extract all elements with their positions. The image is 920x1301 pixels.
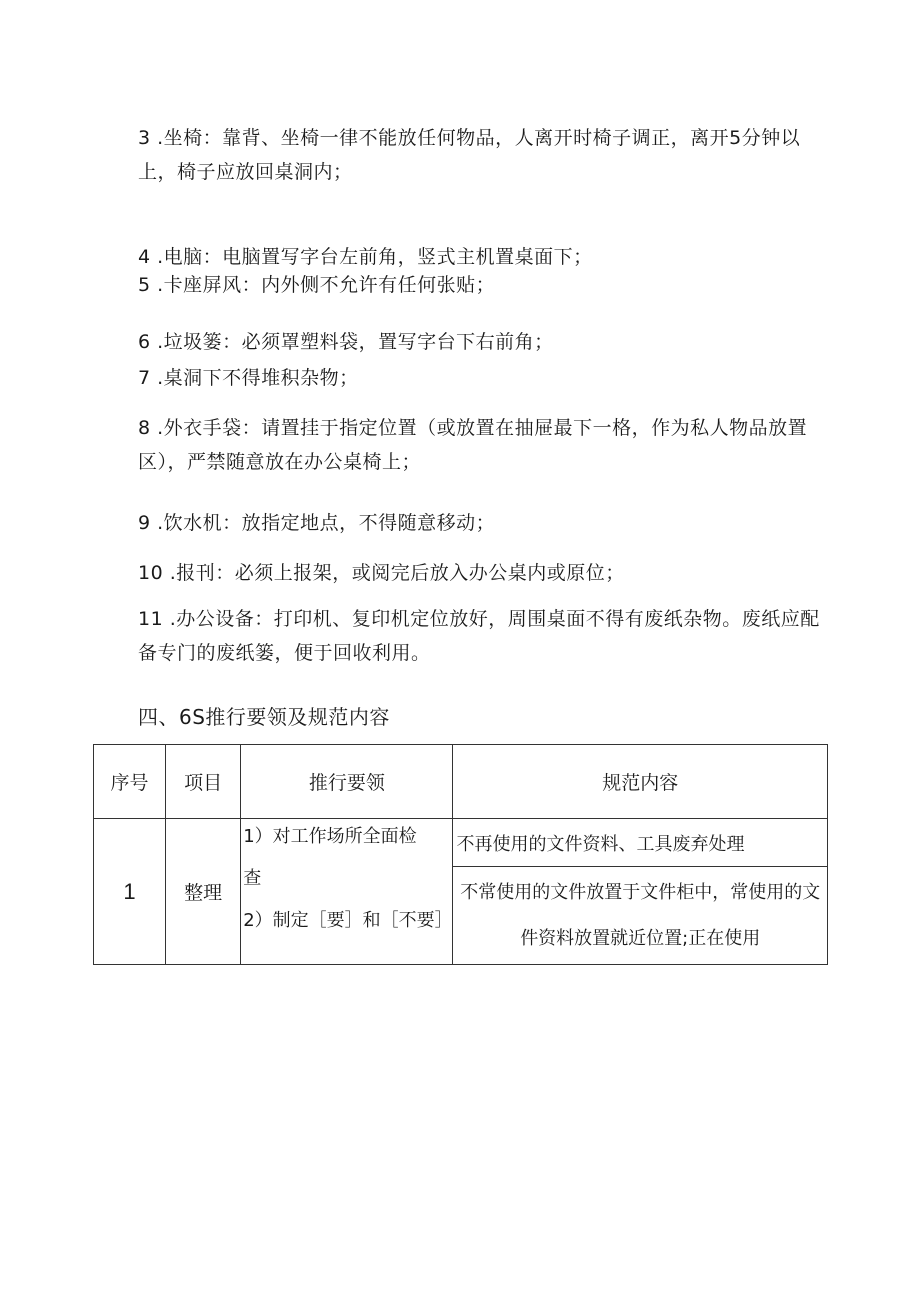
spec-table (93, 744, 828, 965)
table-row (94, 819, 828, 867)
paragraph-item-5: 5 .卡座屏风：内外侧不允许有任何张贴； (138, 274, 496, 296)
paragraph-item-3: 3 .坐椅：靠背、坐椅一律不能放任何物品，人离开时椅子调正，离开5分钟以上，椅子应放回桌洞内； (138, 127, 801, 183)
header-essentials: 推行要领 (241, 745, 453, 819)
essentials-line: 2）制定［要］和［不要］ (243, 910, 453, 931)
table-header-row (94, 745, 828, 819)
paragraph-item-4: 4 .电脑：电脑置写字台左前角，竖式主机置桌面下； (138, 246, 593, 268)
paragraph-item-9: 9 .饮水机：放指定地点，不得随意移动； (138, 512, 496, 534)
cell-norm: 不再使用的文件资料、工具废弃处理 (453, 819, 828, 867)
paragraph-item-6: 6 .垃圾篓：必须罩塑料袋，置写字台下右前角； (138, 331, 554, 353)
cell-item: 整理 (166, 819, 241, 965)
cell-no: 1 (94, 819, 166, 965)
paragraph-item-7: 7 .桌洞下不得堆积杂物； (138, 367, 359, 389)
essentials-line: 查 (243, 868, 262, 889)
header-norms: 规范内容 (453, 745, 828, 819)
header-no: 序号 (94, 745, 166, 819)
header-item: 项目 (166, 745, 241, 819)
section-heading: 四、6S推行要领及规范内容 (138, 705, 390, 729)
essentials-line: 1）对工作场所全面检 (243, 826, 417, 847)
cell-norm: 不常使用的文件放置于文件柜中，常使用的文件资料放置就近位置;正在使用 (453, 867, 828, 965)
paragraph-item-8: 8 .外衣手袋：请置挂于指定位置（或放置在抽屉最下一格，作为私人物品放置区），严禁随意放在办公桌椅上； (138, 417, 808, 473)
paragraph-item-10: 10 .报刊：必须上报架，或阅完后放入办公桌内或原位； (138, 562, 625, 584)
paragraph-item-11: 11 .办公设备：打印机、复印机定位放好，周围桌面不得有废纸杂物。废纸应配备专门的废纸篓，便于回收利用。 (138, 608, 820, 664)
cell-essentials (241, 819, 453, 965)
